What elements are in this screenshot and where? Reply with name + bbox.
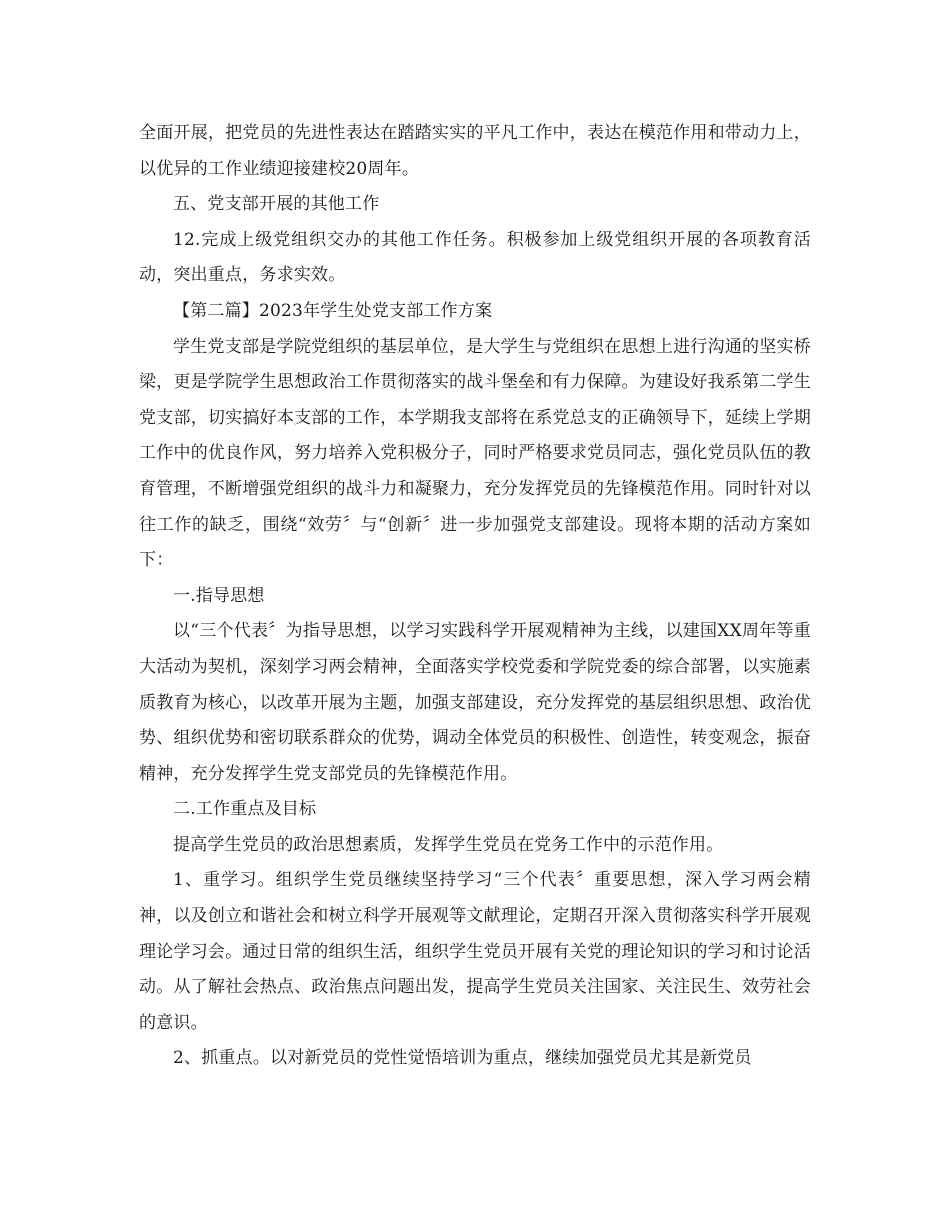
document-body (139, 116, 811, 1077)
paragraph-guiding-thought: 以“三个代表〞为指导思想，以学习实践科学开展观精神为主线，以建国XX周年等重大活动为契机，深刻学习两会精神，全面落实学校党委和学院党委的综合部署，以实施素质教育为核心，以改革开展为主题，加强支部建设，充分发挥党的基层组织思想、政治优势、组织优势和密切联系群众的优势，调动全体党员的积极性、创造性，转变观念，振奋精神，充分发挥学生党支部党员的先锋模范作用。 (139, 621, 811, 784)
paragraph-goals-summary: 提高学生党员的政治思想素质，发挥学生党员在党务工作中的示范作用。 (173, 834, 724, 855)
paragraph-item-focus: 2、抓重点。以对新党员的党性觉悟培训为重点，继续加强党员尤其是新党员 (173, 1048, 752, 1069)
section-heading-other-work: 五、党支部开展的其他工作 (173, 194, 380, 215)
paragraph-continuation: 全面开展，把党员的先进性表达在踏踏实实的平凡工作中，表达在模范作用和带动力上，以优异的工作业绩迎接建校20周年。 (139, 123, 811, 179)
section-heading-key-goals: 二.工作重点及目标 (173, 799, 317, 820)
paragraph-item-12: 12.完成上级党组织交办的其他工作任务。积极参加上级党组织开展的各项教育活动，突出重点，务求实效。 (139, 229, 811, 286)
article-title-second: 【第二篇】2023年学生处党支部工作方案 (173, 300, 493, 321)
section-heading-guiding-thought: 一.指导思想 (173, 585, 265, 606)
paragraph-item-study: 1、重学习。组织学生党员继续坚持学习“三个代表〞重要思想，深入学习两会精神，以及创立和谐社会和树立科学开展观等文献理论，定期召开深入贯彻落实科学开展观理论学习会。通过日常的组织生活，组织学生党员开展有关党的理论知识的学习和讨论活动。从了解社会热点、政治焦点问题出发，提高学生党员关注国家、关注民生、效劳社会的意识。 (139, 870, 811, 1033)
paragraph-intro: 学生党支部是学院党组织的基层单位，是大学生与党组织在思想上进行沟通的坚实桥梁，更是学院学生思想政治工作贯彻落实的战斗堡垒和有力保障。为建设好我系第二学生党支部，切实搞好本支部的工作，本学期我支部将在系党总支的正确领导下，延续上学期工作中的优良作风，努力培养入党积极分子，同时严格要求党员同志，强化党员队伍的教育管理，不断增强党组织的战斗力和凝聚力，充分发挥党员的先锋模范作用。同时针对以往工作的缺乏，围绕“效劳〞与“创新〞进一步加强党支部建设。现将本期的活动方案如下： (139, 336, 811, 571)
